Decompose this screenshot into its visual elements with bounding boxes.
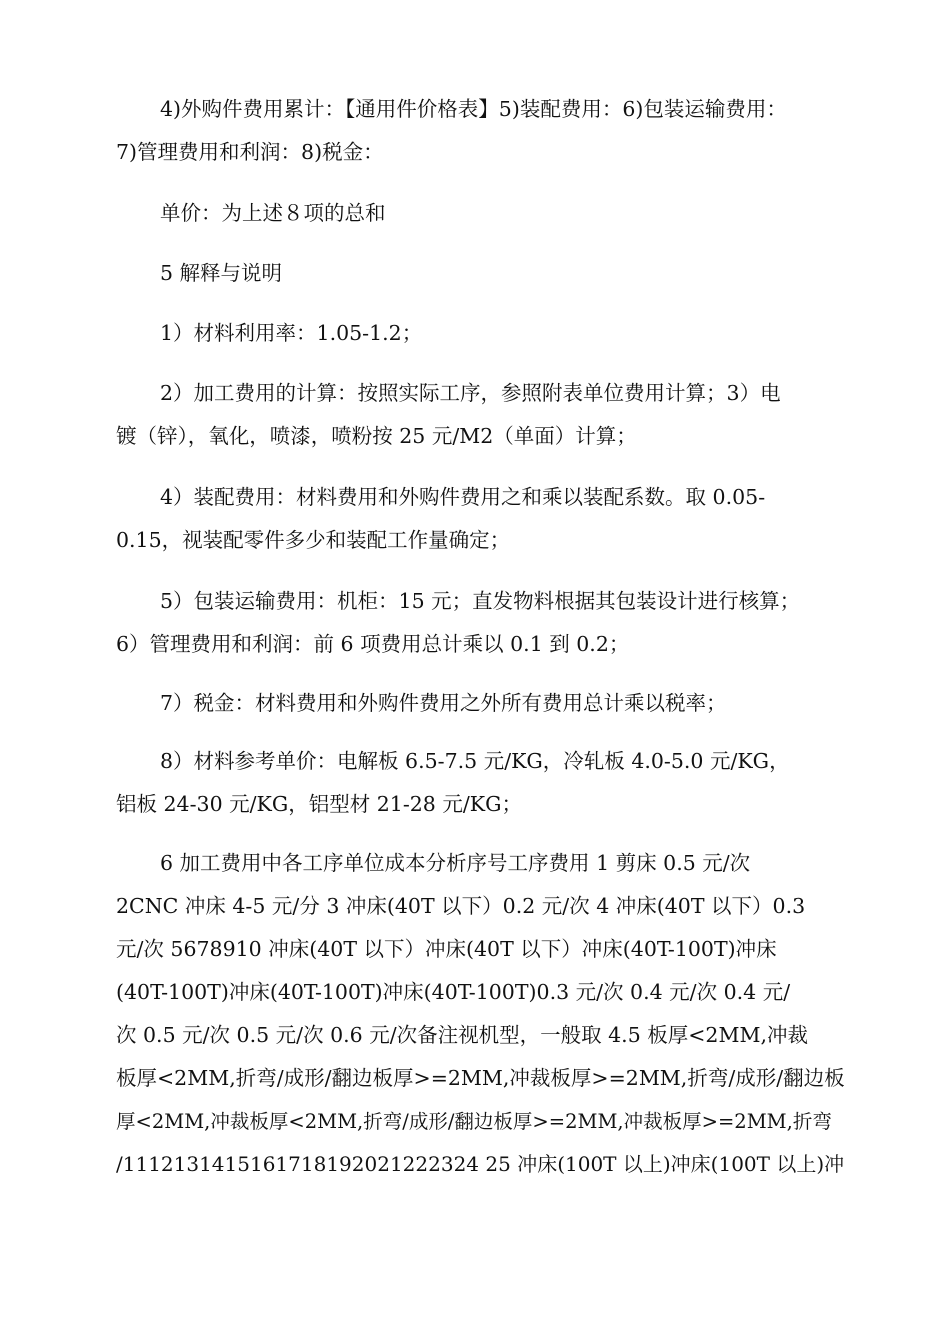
text-line: 2）加工费用的计算：按照实际工序，参照附表单位费用计算；3）电 (160, 381, 781, 405)
text-line: 7）税金：材料费用和外购件费用之外所有费用总计乘以税率； (160, 691, 727, 715)
text-line: 4）装配费用：材料费用和外购件费用之和乘以装配系数。取 0.05- (160, 485, 766, 509)
paragraph-item-2 (116, 372, 846, 458)
text-line: 元/次 5678910 冲床(40T 以下）冲床(40T 以下）冲床(40T-100T)冲床 (116, 937, 777, 961)
text-line: 6）管理费用和利润：前 6 项费用总计乘以 0.1 到 0.2； (116, 632, 630, 656)
paragraph-item-5 (116, 580, 846, 666)
text-line: 5）包装运输费用：机柜：15 元；直发物料根据其包装设计进行核算； (160, 589, 801, 613)
text-line: 6 加工费用中各工序单位成本分析序号工序费用 1 剪床 0.5 元/次 (160, 851, 751, 875)
paragraph-cost-items (116, 88, 846, 174)
section-heading (116, 252, 846, 295)
text-line: 4)外购件费用累计：【通用件价格表】5)装配费用：6)包装运输费用： (160, 97, 787, 121)
text-line: 厚<2MM,冲裁板厚<2MM,折弯/成形/翻边板厚>=2MM,冲裁板厚>=2MM,折弯 (116, 1110, 832, 1133)
paragraph-unit-price (116, 192, 846, 235)
text-line: 2CNC 冲床 4-5 元/分 3 冲床(40T 以下）0.2 元/次 4 冲床(40T 以下）0.3 (116, 894, 806, 918)
text-line: 5 解释与说明 (160, 261, 283, 285)
text-line: 次 0.5 元/次 0.5 元/次 0.6 元/次备注视机型，一般取 4.5 板厚<2MM,冲裁 (116, 1023, 808, 1047)
text-line: 板厚<2MM,折弯/成形/翻边板厚>=2MM,冲裁板厚>=2MM,折弯/成形/翻边板 (116, 1066, 845, 1090)
paragraph-item-7 (116, 682, 846, 725)
text-line: (40T-100T)冲床(40T-100T)冲床(40T-100T)0.3 元/次 0.4 元/次 0.4 元/ (116, 980, 791, 1004)
text-line: /1112131415161718192021222324 25 冲床(100T 以上)冲床(100T 以上)冲 (116, 1152, 845, 1176)
text-line: 8）材料参考单价：电解板 6.5-7.5 元/KG，冷轧板 4.0-5.0 元/KG， (160, 749, 790, 773)
text-line: 单价：为上述８项的总和 (160, 201, 386, 225)
text-line: 镀（锌），氧化，喷漆，喷粉按 25 元/M2（单面）计算； (116, 424, 637, 448)
paragraph-process-costs (116, 842, 846, 1186)
paragraph-item-8 (116, 740, 846, 826)
text-line: 1）材料利用率：1.05-1.2； (160, 321, 423, 345)
text-line: 0.15，视装配零件多少和装配工作量确定； (116, 528, 511, 552)
text-line: 7)管理费用和利润：8)税金： (116, 140, 384, 164)
paragraph-item-1 (116, 312, 846, 355)
text-line: 铝板 24-30 元/KG，铝型材 21-28 元/KG； (116, 792, 522, 816)
paragraph-item-4 (116, 476, 846, 562)
